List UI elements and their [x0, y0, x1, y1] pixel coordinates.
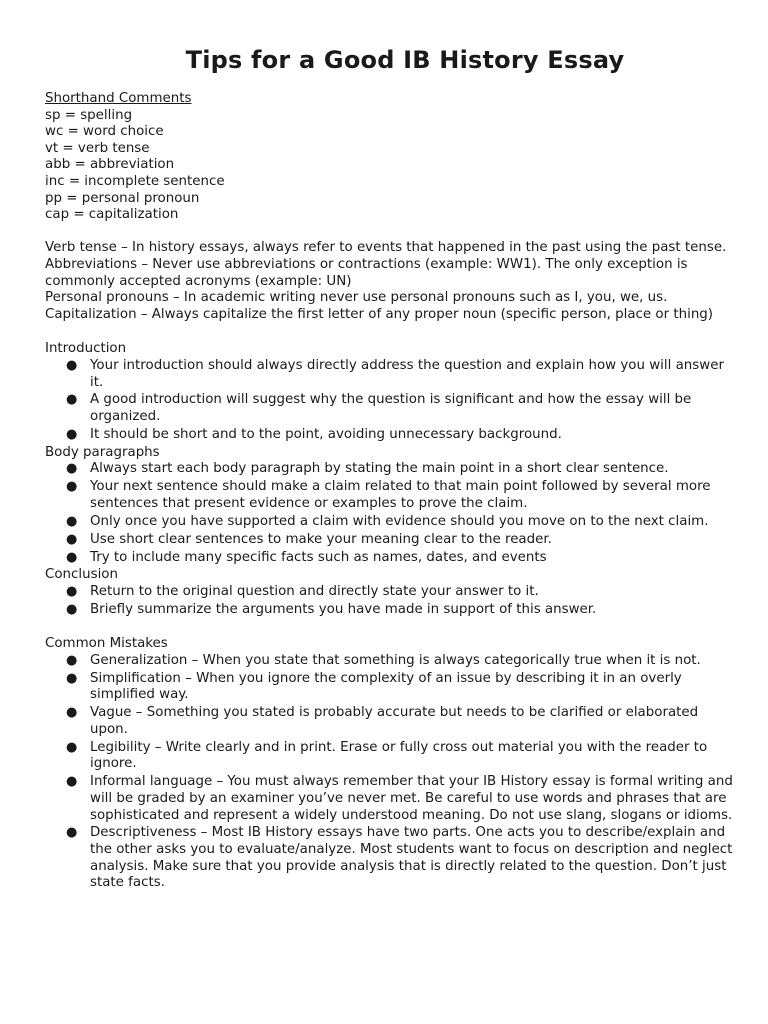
list-item-text: Vague – Something you stated is probably accurate but needs to be clarified or elaborated upon. — [90, 705, 699, 737]
list-item — [45, 358, 735, 391]
rule-paragraph: Capitalization – Always capitalize the first letter of any proper noun (specific person, place or thing) — [45, 306, 714, 322]
list-item — [45, 705, 735, 738]
document-page — [45, 42, 735, 893]
bullet-icon: ● — [66, 705, 78, 721]
list-item-text: Use short clear sentences to make your meaning clear to the reader. — [90, 531, 552, 547]
shorthand-item: vt = verb tense — [45, 140, 150, 156]
list-item — [45, 427, 735, 444]
list-item — [45, 602, 735, 619]
list-item-text: Your introduction should always directly address the question and explain how you will answer it. — [90, 357, 724, 390]
rule-paragraph: Verb tense – In history essays, always refer to events that happened in the past using the past tense. Abbreviations – Never use abbreviations or contractions (example: WW1). The only exception is commonly accepted acronyms (example: UN) — [45, 240, 727, 289]
bullet-icon: ● — [66, 392, 78, 408]
list-item-text: Descriptiveness – Most IB History essays have two parts. One acts you to describe/explain and the other asks you to evaluate/analyze. Most students want to focus on description and neglect analysis. Make sure that you provide analysis that is directly related to the question. Don’t just state facts. — [90, 825, 733, 891]
list-item-text: Simplification – When you ignore the complexity of an issue by describing it in an overly simplified way. — [90, 670, 682, 703]
body-list — [45, 461, 735, 566]
list-item — [45, 774, 735, 824]
list-item — [45, 584, 735, 601]
list-item-text: Return to the original question and directly state your answer to it. — [90, 584, 539, 599]
shorthand-item: wc = word choice — [45, 124, 164, 140]
conclusion-section — [45, 567, 735, 618]
list-item — [45, 479, 735, 512]
section-heading: Body paragraphs — [45, 444, 160, 460]
shorthand-item: abb = abbreviation — [45, 157, 175, 173]
rules-section — [45, 240, 735, 323]
body-section — [45, 445, 735, 566]
bullet-icon: ● — [66, 652, 78, 668]
list-item-text: Generalization – When you state that something is always categorically true when it is not. — [90, 652, 701, 668]
list-item-text: Briefly summarize the arguments you have made in support of this answer. — [90, 601, 597, 617]
introduction-list — [45, 358, 735, 444]
list-item-text: A good introduction will suggest why the question is significant and how the essay will be organized. — [90, 392, 692, 424]
mistakes-list — [45, 653, 735, 892]
shorthand-section — [45, 91, 735, 224]
bullet-icon: ● — [66, 531, 78, 547]
shorthand-item: pp = personal pronoun — [45, 190, 200, 206]
section-heading: Conclusion — [45, 567, 118, 583]
bullet-icon: ● — [66, 584, 78, 599]
shorthand-item: inc = incomplete sentence — [45, 173, 225, 189]
bullet-icon: ● — [66, 825, 78, 841]
shorthand-item: cap = capitalization — [45, 207, 179, 223]
section-heading: Introduction — [45, 341, 127, 357]
list-item-text: Informal language – You must always remember that your IB History essay is formal writing and will be graded by an examiner you’ve never met. Be careful to use words and phrases that are sophisticated and represent a widely understood meaning. Do not use slang, slogans or idioms. — [90, 774, 733, 823]
bullet-icon: ● — [66, 479, 78, 495]
list-item — [45, 532, 735, 549]
common-mistakes-section — [45, 636, 735, 891]
list-item — [45, 392, 735, 425]
list-item — [45, 461, 735, 478]
bullet-icon: ● — [66, 426, 78, 442]
list-item — [45, 653, 735, 670]
shorthand-item: sp = spelling — [45, 107, 133, 123]
list-item-text: Legibility – Write clearly and in print. Erase or fully cross out material you with the reader to ignore. — [90, 739, 708, 772]
bullet-icon: ● — [66, 513, 78, 529]
bullet-icon: ● — [66, 774, 78, 790]
document-title: Tips for a Good IB History Essay — [185, 46, 625, 74]
list-item-text: Try to include many specific facts such as names, dates, and events — [90, 549, 547, 565]
list-item-text: It should be short and to the point, avoiding unnecessary background. — [90, 426, 562, 442]
list-item-text: Your next sentence should make a claim related to that main point followed by several more sentences that present evidence or examples to prove the claim. — [90, 479, 711, 511]
bullet-icon: ● — [66, 601, 78, 617]
list-item — [45, 550, 735, 567]
bullet-icon: ● — [66, 549, 78, 565]
introduction-section — [45, 341, 735, 443]
list-item-text: Only once you have supported a claim with evidence should you move on to the next claim. — [90, 513, 709, 529]
shorthand-heading: Shorthand Comments — [45, 91, 192, 106]
bullet-icon: ● — [66, 739, 78, 755]
rule-paragraph: Personal pronouns – In academic writing never use personal pronouns such as I, you, we, us. — [45, 290, 668, 306]
list-item — [45, 514, 735, 531]
conclusion-list — [45, 584, 735, 618]
list-item — [45, 825, 735, 891]
list-item — [45, 671, 735, 704]
bullet-icon: ● — [66, 461, 78, 477]
section-heading: Common Mistakes — [45, 636, 168, 652]
list-item — [45, 740, 735, 773]
bullet-icon: ● — [66, 357, 78, 373]
list-item-text: Always start each body paragraph by stating the main point in a short clear sentence. — [90, 461, 669, 477]
bullet-icon: ● — [66, 670, 78, 686]
